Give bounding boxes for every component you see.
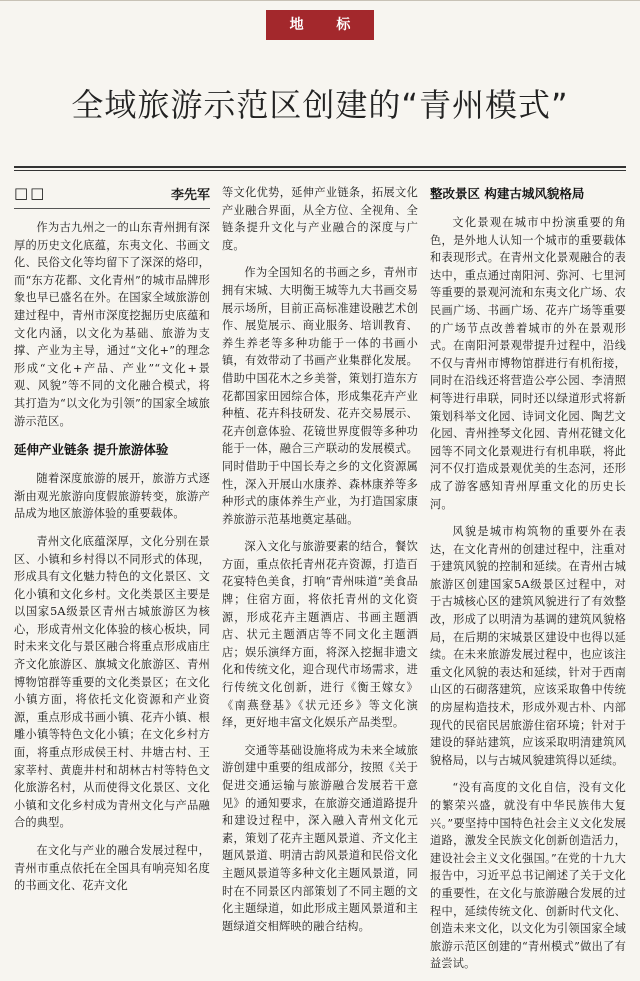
article-column-3 [430,184,626,974]
author-name: 李先军 [170,187,210,203]
top-rule [0,0,640,1]
subhead-scenic-area: 整改景区 构建古城风貌格局 [430,186,585,201]
paragraph: “没有高度的文化自信，没有文化的繁荣兴盛，就没有中华民族伟大复兴。”要坚持中国特色社会主义文化发展道路，激发全民族文化创新创造活力，建设社会主义文化强国。”在党的十九大报告中，习近平总书记阐述了关于文化的重要性，在文化与旅游融合发展的过程中，延续传统文化、创新时代文化、创造未来文化，以文化为引领国家全域旅游示范区创建的“青州模式”做出了有益尝试。 [430,781,626,971]
paragraph: 随着深度旅游的展开，旅游方式逐渐由观光旅游向度假旅游转变，旅游产品成为地区旅游体验的重要载体。 [14,472,210,521]
paragraph: 深入文化与旅游要素的结合，餐饮方面，重点依托青州花卉资源，打造百花宴特色美食，打响“青州味道”美食品牌；住宿方面，将依托青州的文化资源，形成花卉主题酒店、书画主题酒店、状元主题酒店等不同文化主题酒店；娱乐演绎方面，将深入挖掘非遗文化和传统文化，迎合现代市场需求，进行传统文化创新，进行《衡王嫁女》《南燕登基》《状元还乡》等文化演绎，更好地丰富文化娱乐产品类型。 [222,540,418,730]
paragraph: 作为全国知名的书画之乡，青州市拥有宋城、大明衡王城等九大书画交易展示场所，目前正高标准建设融艺术创作、展览展示、商业服务、培训教育、养生养老等多种功能于一体的书画小镇，有效带动了书画产业集群化发展。借助中国花木之乡美誉，策划打造东方花都国家田园综合体，形成集花卉产业种植、花卉科技研发、花卉交易展示、花卉创意体验、花镜世界度假等多种功能于一体，融合三产联动的发展模式。同时借助于中国长寿之乡的文化资源属性，深入开展山水康养、森林康养等多种形式的康体养生产业，为打造国家康养旅游示范基地奠定基础。 [222,266,418,526]
title-rule-thin [14,170,626,171]
byline-rule [14,208,210,209]
paragraph: 在文化与产业的融合发展过程中，青州市重点依托在全国具有响亮知名度的书画文化、花卉文化 [14,844,210,893]
article-column-2 [222,184,418,974]
section-tag: 地 标 [266,10,374,40]
paragraph: 风貌是城市构筑物的重要外在表达，在文化青州的创建过程中，注重对于建筑风貌的控制和延续。在青州古城旅游区创建国家5A级景区过程中，对于古城核心区的建筑风貌进行了有效整改，形成了以明清为基调的建筑风貌格局，在后期的宋城景区建设中也得以延续。在未来旅游发展过程中，也应该注重文化风貌的表达和延续，针对于西南山区的石砌落建筑，应该采取鲁中传统的房屋构造技术，形成外观古朴、内部现代的民宿民居旅游住宿环境；针对于建设的驿站建筑，应该采取明清建筑风貌格局，以与古城风貌建筑得以延续。 [430,525,626,767]
title-rule-thick [14,166,626,168]
article-column-1 [14,184,210,974]
byline [14,184,210,202]
intro-paragraph: 作为古九州之一的山东青州拥有深厚的历史文化底蕴，东夷文化、书画文化、民俗文化等均留下了深深的烙印，而“东方花都、文化青州”的城市品牌形象也早已盛名在外。在国家全域旅游创建过程中，青州市深度挖掘历史底蕴和文化内涵，以文化为基础、旅游为支撑、产业为主导，通过“文化+”的理念形成“文化+产品、产业”“文化+景观、风貌”等不同的文化融合模式，将其打造为“以文化为引领”的国家全域旅游示范区。 [14,221,210,428]
paragraph: 交通等基础设施将成为未来全域旅游创建中重要的组成部分，按照《关于促进交通运输与旅游融合发展若干意见》的通知要求，在旅游交通道路提升和建设过程中，深入融入青州文化元素，策划了花卉主题风景道、齐文化主题风景道、明清古韵风景道和民俗文化主题风景道等多种文化主题风景道，同时在不同景区内部策划了不同主题的文化主题绿道，如此形成主题风景道和主题绿道交相辉映的融合结构。 [222,743,418,933]
paragraph-continued: 等文化优势，延伸产业链条，拓展文化产业融合界面，从全方位、全视角、全链条提升文化与产业融合的深度与广度。 [222,186,418,252]
subhead-industry-chain: 延伸产业链条 提升旅游体验 [14,442,169,458]
byline-mark: □□ [14,184,47,202]
paragraph: 文化景观在城市中扮演重要的角色，是外地人认知一个城市的重要载体和表现形式。在青州文化景观融合的表达中，重点通过南阳河、弥河、七里河等重要的景观河流和东夷文化广场、农民画广场、书画广场、花卉广场等重要的广场节点改善着城市的外在景观形式。在南阳河景观带提升过程中，沿线不仅与青州市博物馆群进行有机衔接，同时在沿线还将营造公亭公园、李清照柯等进行串联，同时还以绿道形式将新策划科举文化园、诗词文化园、陶艺文化园、青州挫琴文化园、青州花键文化园等不同文化景观进行有机串联，将此河不仅打造成景观优美的生态河，还形成了游客感知青州厚重文化的历史长河。 [430,216,626,511]
paragraph: 青州文化底蕴深厚，文化分别在景区、小镇和乡村得以不同形式的体现，形成具有文化魅力特色的文化景区、文化小镇和文化乡村。文化类景区主要是以国家5A级景区青州古城旅游区为核心，形成青州文化体验的核心板块，同时未来文化与景区融合将重点形成庙庄齐文化旅游区、旗城文化旅游区、青州博物馆群等重要的文化类景区；在文化小镇方面，将依托文化资源和产业资源，重点形成书画小镇、花卉小镇、根雕小镇等特色文化小镇；在文化乡村方面，将重点形成侯王村、井塘古村、王家莘村、黄鹿井村和胡林古村等特色文化旅游名村，从而使得文化景区、文化小镇和文化乡村成为青州文化与产品融合的典型。 [14,534,210,830]
page-title: 全域旅游示范区创建的“青州模式” [71,86,569,124]
